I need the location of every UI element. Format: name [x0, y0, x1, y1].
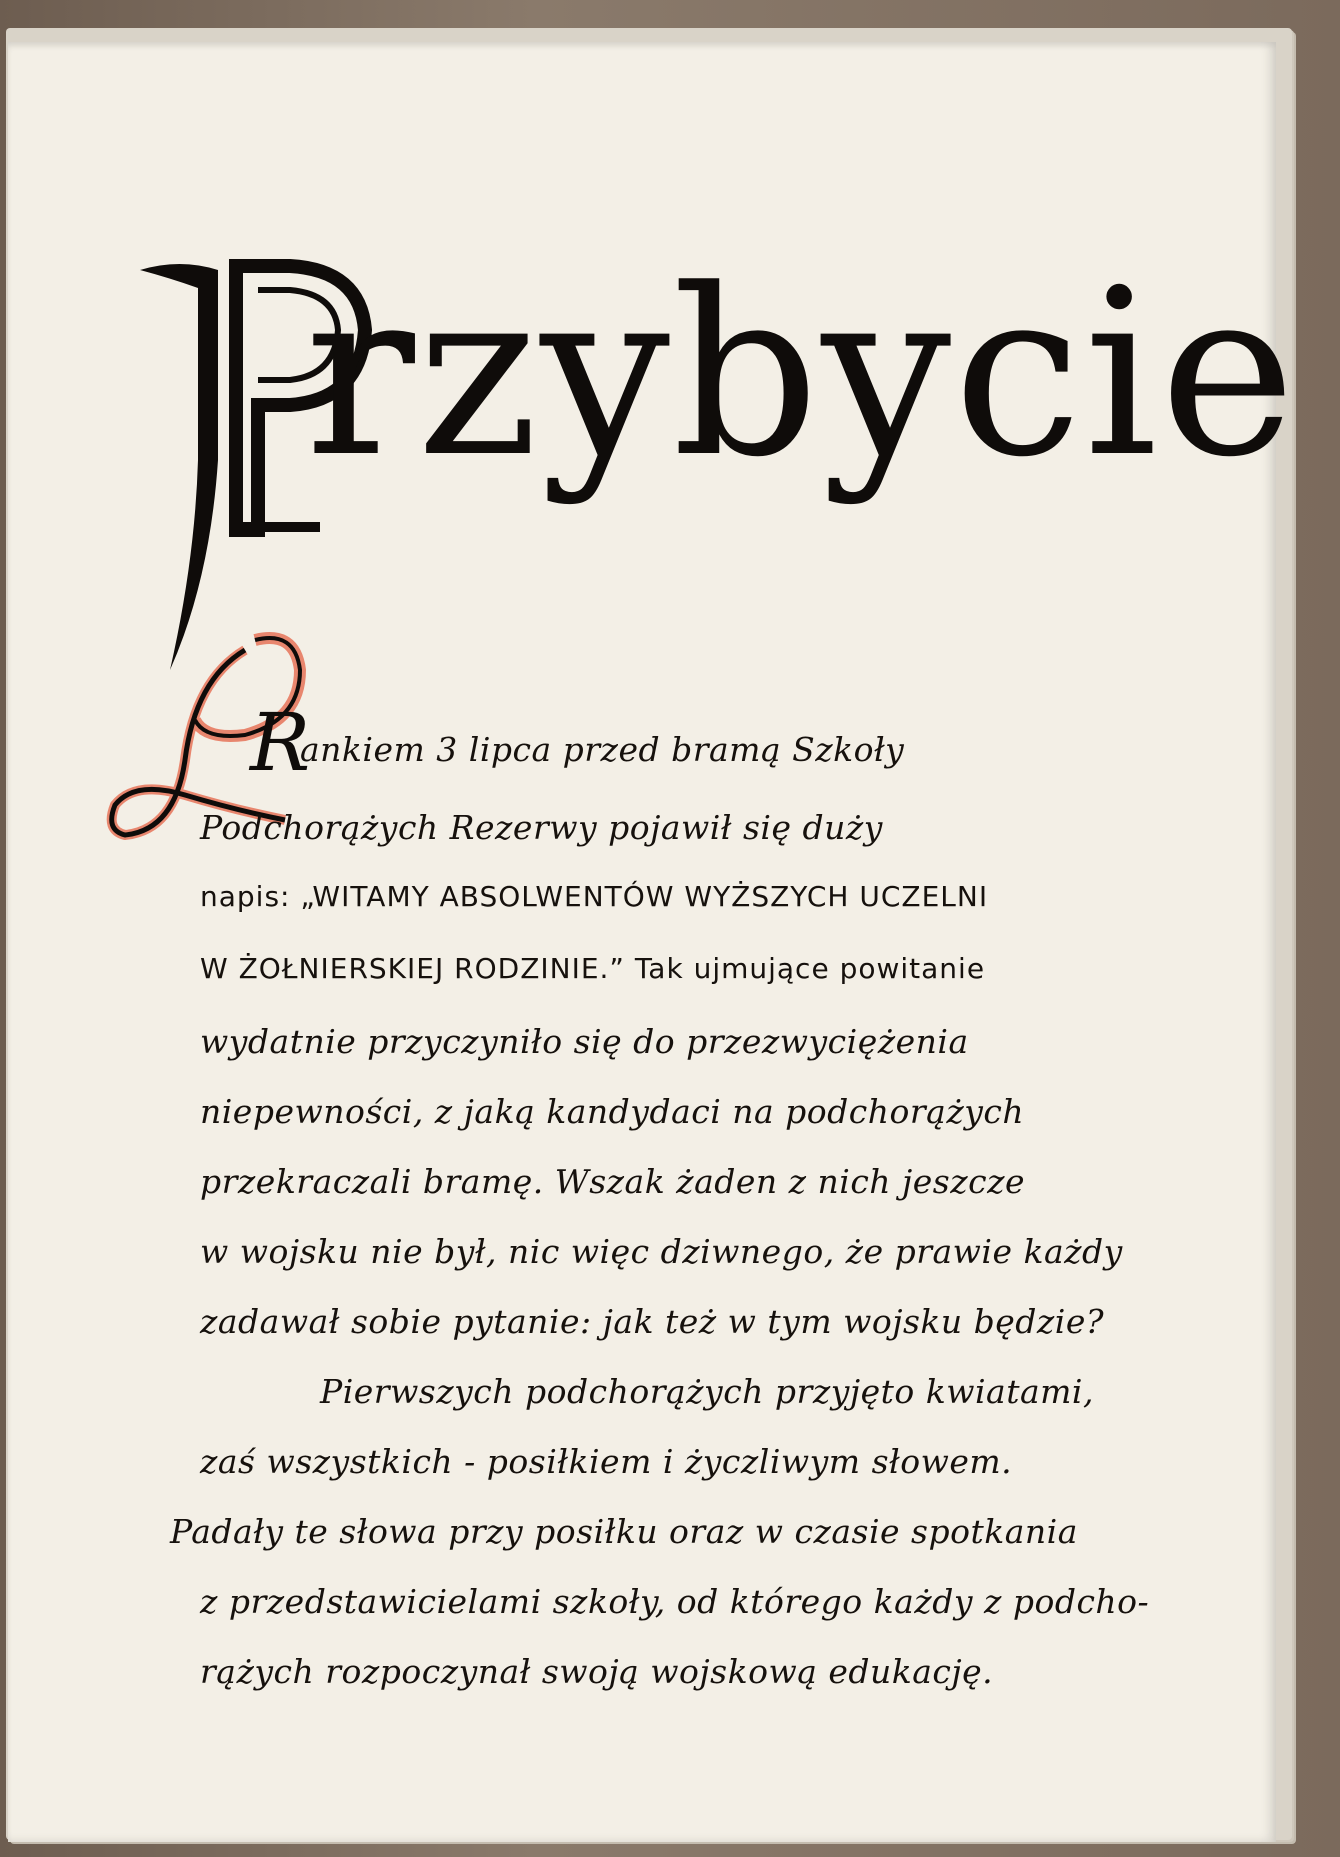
text-line: napis: „WITAMY ABSOLWENTÓW WYŻSZYCH UCZELNI — [200, 880, 989, 913]
dropcap-letter: R — [250, 696, 311, 789]
text-line: zaś wszystkich - posiłkiem i życzliwym słowem. — [200, 1442, 1013, 1481]
text-line: zadawał sobie pytanie: jak też w tym wojsku będzie? — [200, 1302, 1105, 1341]
text-line: wydatnie przyczyniło się do przezwyciężenia — [200, 1022, 969, 1061]
text-line: z przedstawicielami szkoły, od którego każdy z podcho- — [200, 1582, 1150, 1621]
text-line: W ŻOŁNIERSKIEJ RODZINIE.” Tak ujmujące powitanie — [200, 952, 986, 985]
text-line: niepewności, z jaką kandydaci na podchorążych — [200, 1092, 1025, 1131]
text-line: w wojsku nie był, nic więc dziwnego, że prawie każdy — [200, 1232, 1123, 1271]
title-rest: rzybycie — [305, 241, 1298, 508]
text-line: Padały te słowa przy posiłku oraz w czasie spotkania — [170, 1512, 1078, 1551]
page-title — [140, 230, 1298, 530]
text-line: ankiem 3 lipca przed bramą Szkoły — [300, 730, 905, 769]
text-line: Podchorążych Rezerwy pojawił się duży — [200, 808, 883, 847]
text-line: rążych rozpoczynał swoją wojskową edukację. — [200, 1652, 994, 1691]
text-line: przekraczali bramę. Wszak żaden z nich jeszcze — [200, 1162, 1026, 1201]
text-line: Pierwszych podchorążych przyjęto kwiatami, — [320, 1372, 1094, 1411]
